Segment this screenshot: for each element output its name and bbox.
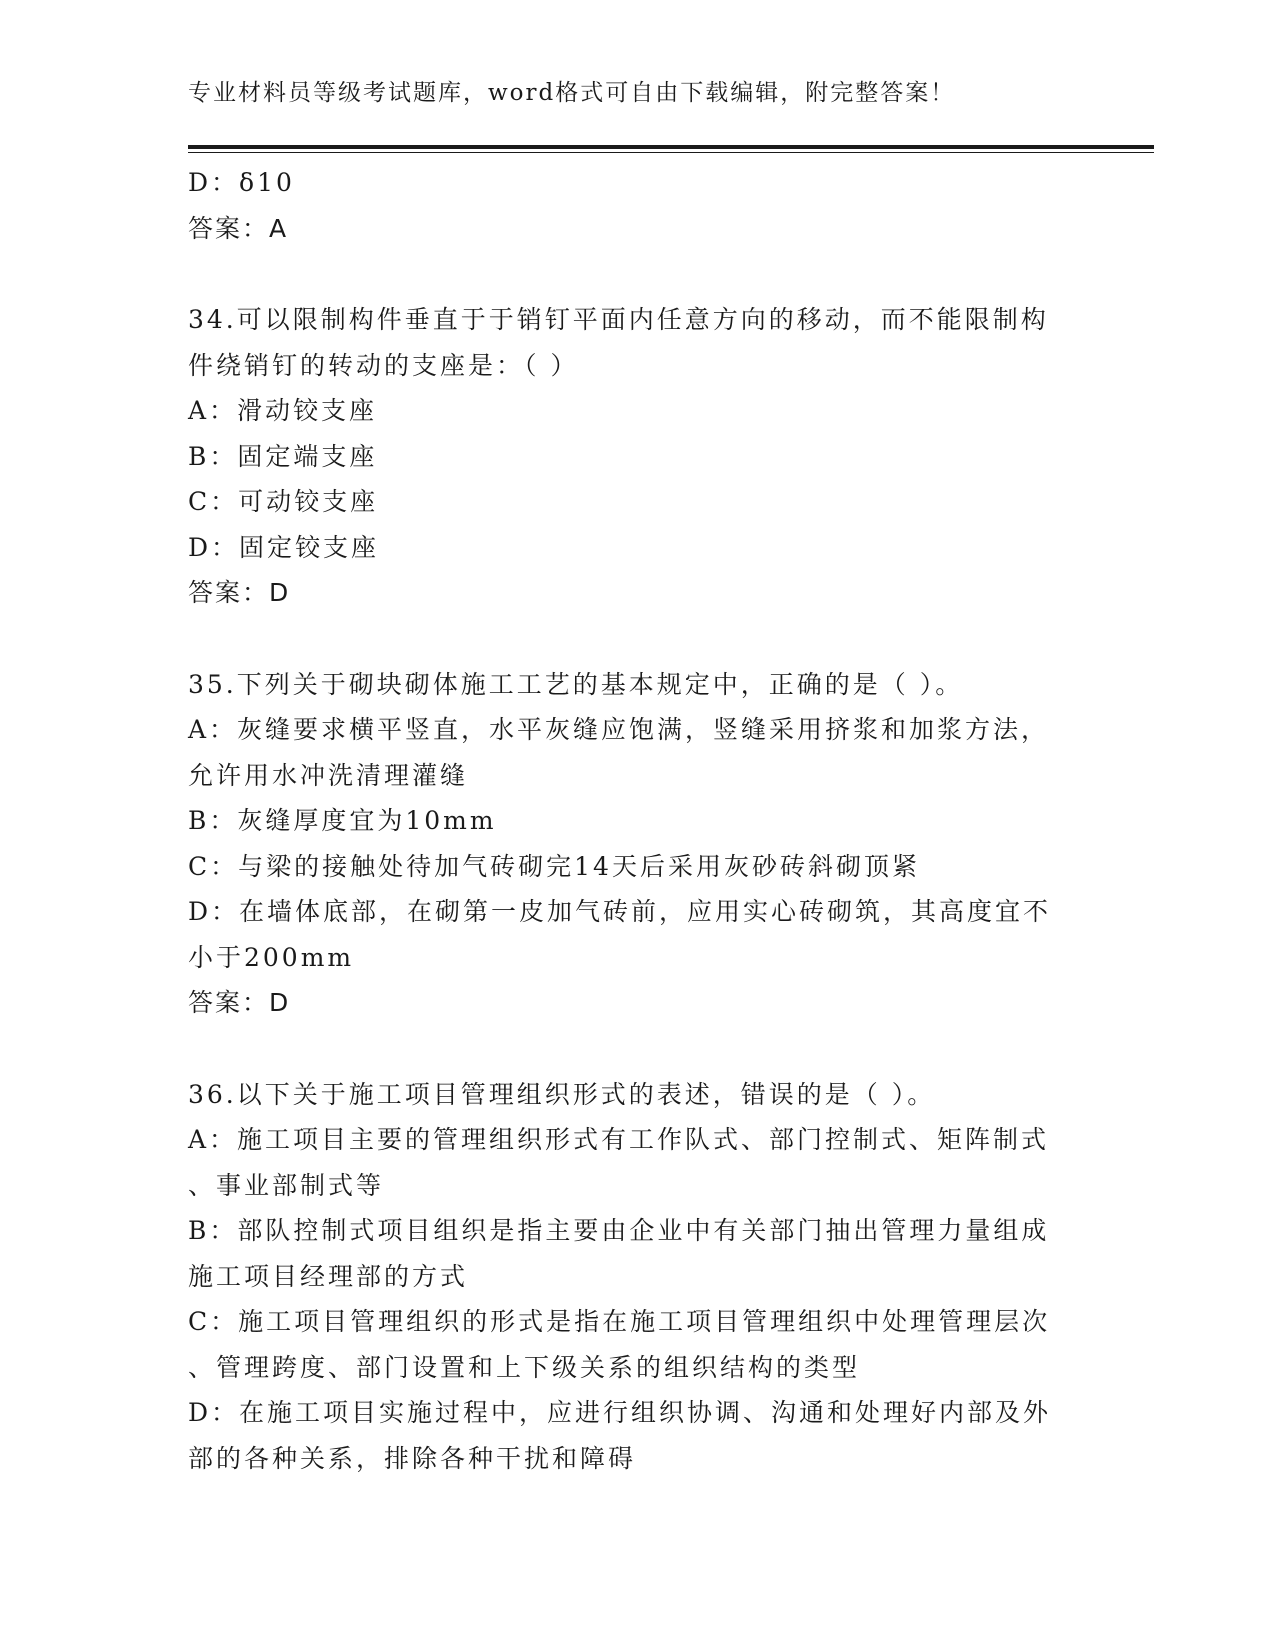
spacer: [188, 616, 1088, 662]
option-b: B：固定端支座: [188, 441, 378, 471]
option-line: 小于200mm: [188, 942, 355, 972]
answer: 答案：D: [188, 988, 291, 1017]
answer: 答案：D: [188, 578, 291, 607]
question-stem-line: 36.以下关于施工项目管理组织形式的表述，错误的是（ ）。: [188, 1079, 936, 1109]
option-line: C：施工项目管理组织的形式是指在施工项目管理组织中处理管理层次: [188, 1307, 1051, 1336]
option-line: D：在墙体底部，在砌第一皮加气砖前，应用实心砖砌筑，其高度宜不: [188, 897, 1052, 926]
option-line: 、事业部制式等: [188, 1170, 385, 1200]
spacer: [188, 251, 1088, 297]
document-body: [188, 160, 1088, 1481]
question-34: [188, 297, 1088, 616]
header-rule-thin: [188, 152, 1154, 153]
option-line: 部的各种关系，排除各种干扰和障碍: [188, 1443, 637, 1473]
question-stem-line: 35.下列关于砌块砌体施工工艺的基本规定中，正确的是（ ）。: [188, 669, 964, 699]
prev-answer: 答案：A: [188, 213, 289, 243]
option-d: D：固定铰支座: [188, 532, 380, 562]
option-a: A：滑动铰支座: [188, 396, 378, 425]
question-35: [188, 662, 1088, 1026]
option-line: B：灰缝厚度宜为10mm: [188, 806, 497, 835]
option-line: D：在施工项目实施过程中，应进行组织协调、沟通和处理好内部及外: [188, 1398, 1052, 1427]
question-stem-line: 件绕销钉的转动的支座是：（ ）: [188, 350, 579, 380]
option-c: C：可动铰支座: [188, 487, 379, 516]
spacer: [188, 1026, 1088, 1072]
option-line: C：与梁的接触处待加气砖砌完14天后采用灰砂砖斜砌顶紧: [188, 851, 920, 881]
question-36: [188, 1072, 1088, 1482]
prev-option-d: D：δ10: [188, 168, 295, 197]
option-line: 施工项目经理部的方式: [188, 1261, 469, 1291]
option-line: 允许用水冲洗清理灌缝: [188, 760, 469, 790]
option-line: B：部队控制式项目组织是指主要由企业中有关部门抽出管理力量组成: [188, 1216, 1050, 1245]
option-line: A：施工项目主要的管理组织形式有工作队式、部门控制式、矩阵制式: [188, 1125, 1050, 1154]
header-rule-thick: [188, 145, 1154, 149]
question-stem-line: 34.可以限制构件垂直于于销钉平面内任意方向的移动，而不能限制构: [188, 305, 1049, 334]
option-line: 、管理跨度、部门设置和上下级关系的组织结构的类型: [188, 1352, 861, 1382]
option-line: A：灰缝要求横平竖直，水平灰缝应饱满，竖缝采用挤浆和加浆方法，: [188, 715, 1050, 744]
page-header: 专业材料员等级考试题库，word格式可自由下载编辑，附完整答案！: [188, 80, 956, 106]
